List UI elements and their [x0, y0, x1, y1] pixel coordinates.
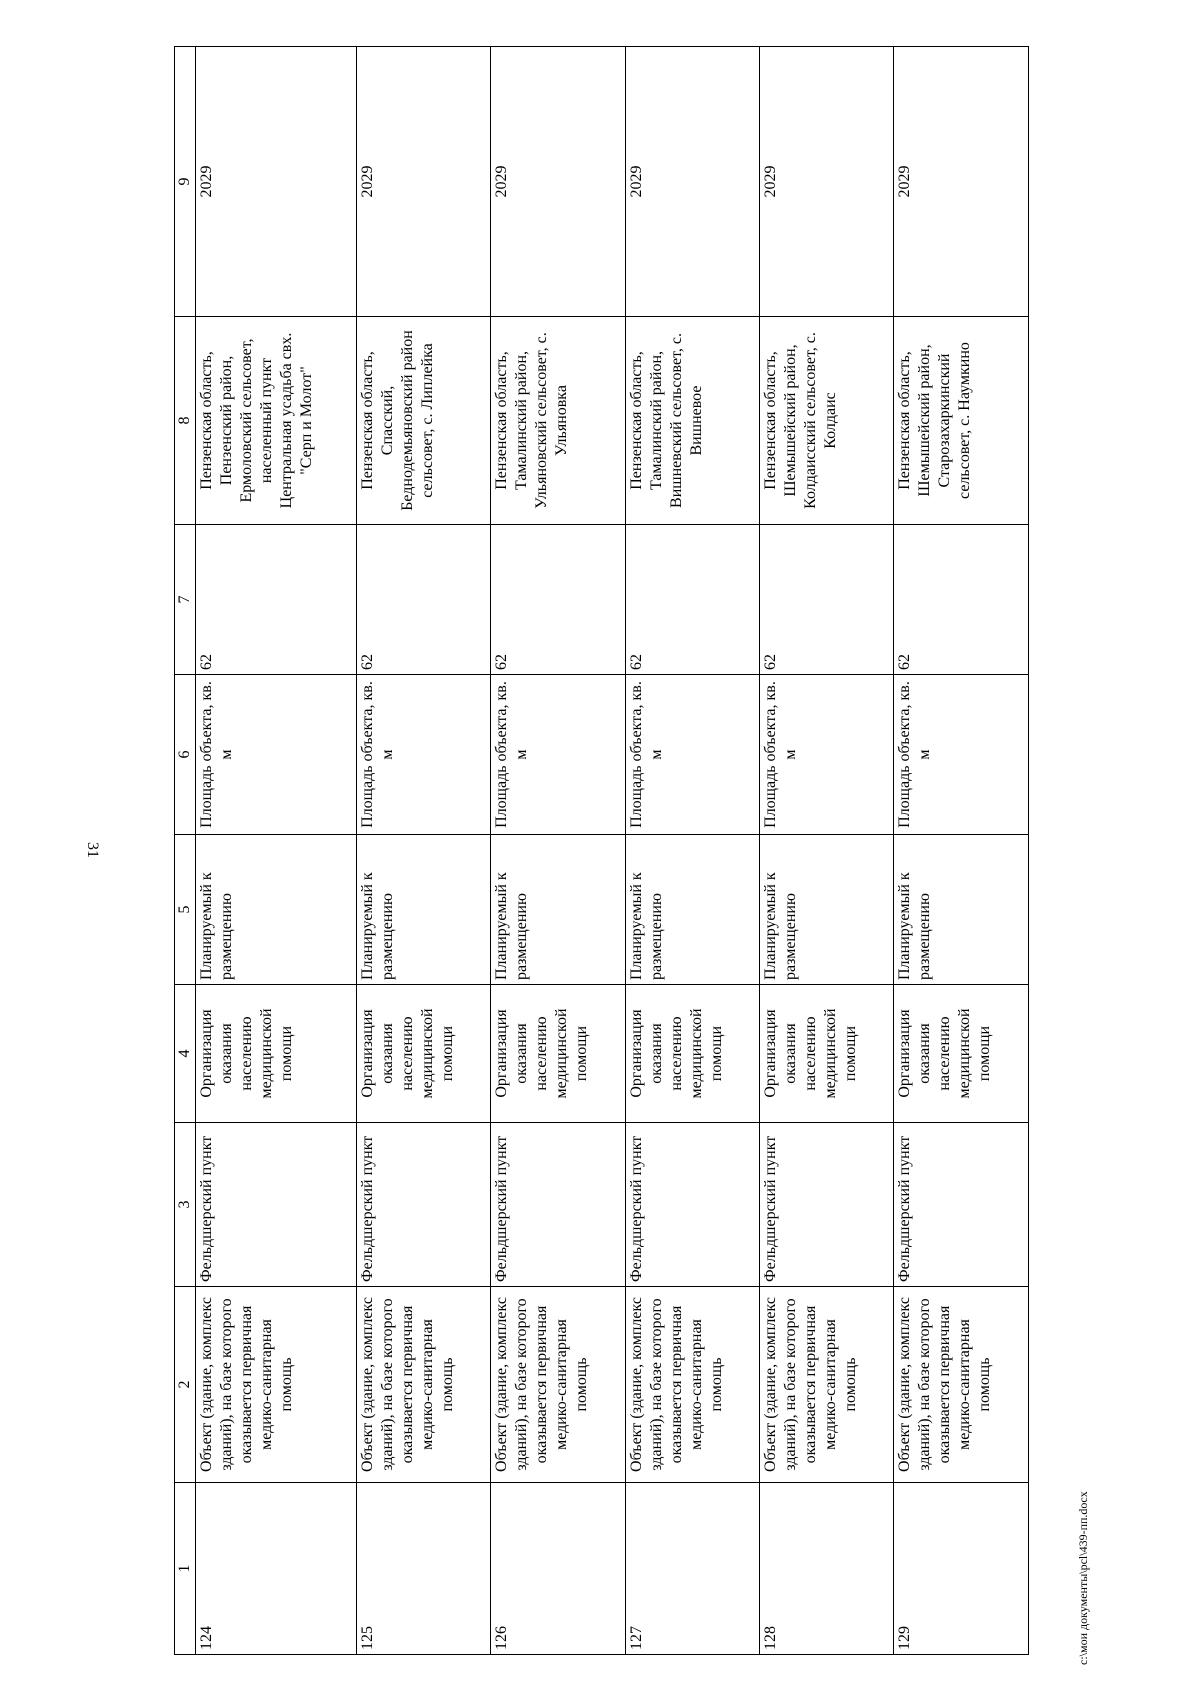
location-cell: Пензенская область, Пензенский район, Ермоловский сельсовет, населенный пункт Центральная усадьба свх. "Серп и Молот" [196, 317, 357, 525]
year-cell: 2029 [196, 47, 357, 317]
value-cell: 62 [760, 525, 894, 675]
row-number-cell: 124 [196, 1483, 357, 1655]
status-cell: Планируемый к размещению [760, 835, 894, 985]
object-name-cell: Фельдшерский пункт [491, 1123, 625, 1287]
header-cell: 7 [175, 525, 196, 675]
location-cell: Пензенская область, Спасский, Беднодемьяновский район сельсовет, с. Липлейка [356, 317, 490, 525]
year-cell: 2029 [356, 47, 490, 317]
row-number-cell: 126 [491, 1483, 625, 1655]
status-cell: Планируемый к размещению [491, 835, 625, 985]
characteristic-cell: Площадь объекта, кв. м [760, 675, 894, 835]
row-number-cell: 128 [760, 1483, 894, 1655]
value-cell: 62 [894, 525, 1029, 675]
table-header-row [175, 47, 196, 1655]
location-cell: Пензенская область, Шемышейский район, Колдаисский сельсовет, с. Колдаис [760, 317, 894, 525]
year-cell: 2029 [491, 47, 625, 317]
objects-table [174, 46, 1029, 1655]
characteristic-cell: Площадь объекта, кв. м [894, 675, 1029, 835]
object-name-cell: Фельдшерский пункт [196, 1123, 357, 1287]
value-cell: 62 [356, 525, 490, 675]
object-name-cell: Фельдшерский пункт [625, 1123, 759, 1287]
header-cell: 8 [175, 317, 196, 525]
year-cell: 2029 [625, 47, 759, 317]
header-cell: 5 [175, 835, 196, 985]
table-row [625, 47, 759, 1655]
year-cell: 2029 [760, 47, 894, 317]
object-type-cell: Объект (здание, комплекс зданий), на базе которого оказывается первичная медико-санитарная помощь [894, 1287, 1029, 1483]
row-number-cell: 127 [625, 1483, 759, 1655]
purpose-cell: Организация оказания населению медицинской помощи [760, 985, 894, 1123]
table-row [760, 47, 894, 1655]
rotated-table-container [174, 47, 1029, 1655]
header-cell: 1 [175, 1483, 196, 1655]
value-cell: 62 [196, 525, 357, 675]
purpose-cell: Организация оказания населению медицинской помощи [196, 985, 357, 1123]
object-type-cell: Объект (здание, комплекс зданий), на базе которого оказывается первичная медико-санитарная помощь [491, 1287, 625, 1483]
object-type-cell: Объект (здание, комплекс зданий), на базе которого оказывается первичная медико-санитарная помощь [356, 1287, 490, 1483]
header-cell: 3 [175, 1123, 196, 1287]
footer-file-path: c:\мои документы\pcl\439-пп.docx [1076, 1491, 1090, 1665]
object-type-cell: Объект (здание, комплекс зданий), на базе которого оказывается первичная медико-санитарная помощь [196, 1287, 357, 1483]
table-row [894, 47, 1029, 1655]
location-cell: Пензенская область, Тамалинский район, Ульяновский сельсовет, с. Ульяновка [491, 317, 625, 525]
year-cell: 2029 [894, 47, 1029, 317]
characteristic-cell: Площадь объекта, кв. м [196, 675, 357, 835]
row-number-cell: 125 [356, 1483, 490, 1655]
value-cell: 62 [625, 525, 759, 675]
header-cell: 6 [175, 675, 196, 835]
object-type-cell: Объект (здание, комплекс зданий), на базе которого оказывается первичная медико-санитарная помощь [760, 1287, 894, 1483]
purpose-cell: Организация оказания населению медицинской помощи [625, 985, 759, 1123]
object-name-cell: Фельдшерский пункт [356, 1123, 490, 1287]
object-type-cell: Объект (здание, комплекс зданий), на базе которого оказывается первичная медико-санитарная помощь [625, 1287, 759, 1483]
status-cell: Планируемый к размещению [356, 835, 490, 985]
page-number: 31 [84, 842, 101, 858]
location-cell: Пензенская область, Шемышейский район, Старозахаркинский сельсовет, с. Наумкино [894, 317, 1029, 525]
purpose-cell: Организация оказания населению медицинской помощи [491, 985, 625, 1123]
table-row [491, 47, 625, 1655]
header-cell: 4 [175, 985, 196, 1123]
characteristic-cell: Площадь объекта, кв. м [356, 675, 490, 835]
table-row [196, 47, 357, 1655]
purpose-cell: Организация оказания населению медицинской помощи [894, 985, 1029, 1123]
status-cell: Планируемый к размещению [196, 835, 357, 985]
row-number-cell: 129 [894, 1483, 1029, 1655]
characteristic-cell: Площадь объекта, кв. м [625, 675, 759, 835]
status-cell: Планируемый к размещению [625, 835, 759, 985]
value-cell: 62 [491, 525, 625, 675]
characteristic-cell: Площадь объекта, кв. м [491, 675, 625, 835]
header-cell: 9 [175, 47, 196, 317]
status-cell: Планируемый к размещению [894, 835, 1029, 985]
header-cell: 2 [175, 1287, 196, 1483]
purpose-cell: Организация оказания населению медицинской помощи [356, 985, 490, 1123]
table-row [356, 47, 490, 1655]
object-name-cell: Фельдшерский пункт [894, 1123, 1029, 1287]
location-cell: Пензенская область, Тамалинский район, Вишневский сельсовет, с. Вишневое [625, 317, 759, 525]
object-name-cell: Фельдшерский пункт [760, 1123, 894, 1287]
